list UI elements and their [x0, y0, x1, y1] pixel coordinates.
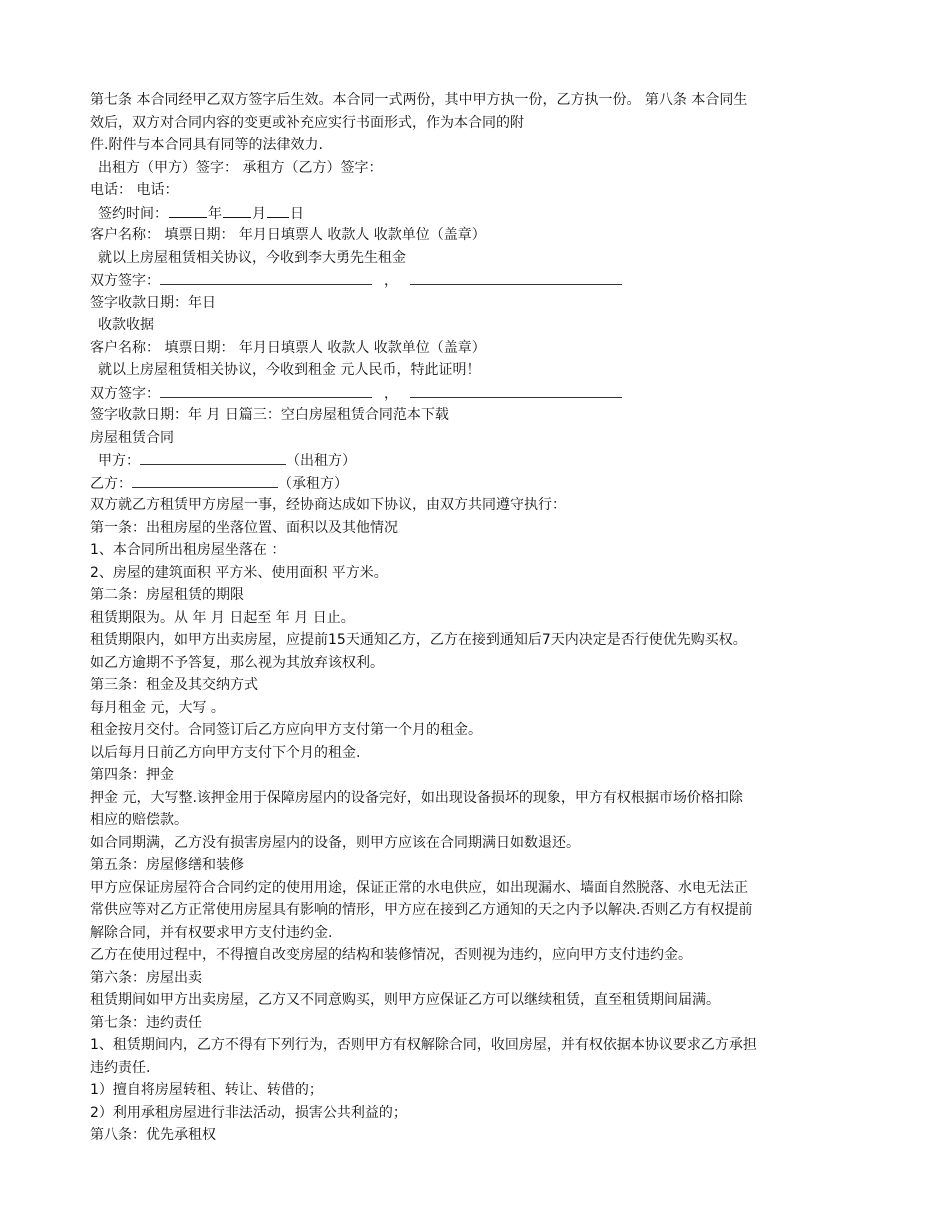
signing-date-line — [90, 202, 880, 225]
day-label: 日 — [290, 205, 304, 222]
clause-heading: 第一条：出租房屋的坐落位置、面积以及其他情况 — [90, 519, 398, 536]
signature-blank — [160, 382, 372, 398]
clause-heading: 第三条：租金及其交纳方式 — [90, 677, 258, 693]
separator: ， — [384, 385, 398, 402]
contract-title: 房屋租赁合同 — [90, 429, 174, 446]
month-label: 月 — [252, 205, 266, 222]
both-signature-label: 双方签字： — [90, 273, 160, 289]
receipt-header-line: 客户名称： 填票日期： 年月日填票人 收款人 收款单位（盖章） — [90, 339, 486, 356]
text-line: 签字收款日期：年 月 日篇三：空白房屋租赁合同范本下载 — [90, 407, 449, 423]
party-b-blank — [132, 472, 278, 488]
clause-heading: 第二条：房屋租赁的期限 — [90, 587, 244, 603]
text-line: 1、本合同所出租房屋坐落在 ： — [90, 542, 286, 558]
document-page — [90, 89, 880, 1147]
clause-heading: 第四条：押金 — [90, 767, 174, 783]
signature-blank — [410, 382, 622, 398]
text-line: 双方就乙方租赁甲方房屋一事，经协商达成如下协议，由双方共同遵守执行： — [90, 497, 566, 513]
both-signature-line — [90, 382, 880, 405]
list-item: 1）擅自将房屋转租、转让、转借的； — [90, 1082, 323, 1098]
clause-heading: 第六条：房屋出卖 — [90, 969, 202, 986]
text-line: 2、房屋的建筑面积 平方米、使用面积 平方米。 — [90, 564, 388, 581]
separator: ， — [384, 273, 398, 289]
party-b-label: 乙方： — [90, 475, 132, 492]
year-blank — [169, 202, 207, 218]
clause-heading: 第七条：违约责任 — [90, 1014, 202, 1031]
party-b-role: （承租方） — [278, 475, 348, 492]
text-line: 就以上房屋租赁相关协议，今收到李大勇先生租金 — [98, 249, 406, 266]
both-signature-line — [90, 269, 880, 292]
text-line: 签字收款日期：年日 — [90, 294, 216, 311]
month-blank — [223, 202, 251, 218]
signature-blank — [410, 269, 622, 285]
phone-line: 电话： 电话： — [90, 182, 179, 198]
text-line: 件.附件与本合同具有同等的法律效力. — [90, 137, 323, 153]
text-line: 每月租金 元，大写 。 — [90, 699, 225, 716]
party-b-line — [90, 472, 880, 495]
text-line: 相应的赔偿款。 — [90, 812, 188, 828]
list-item: 2）利用承租房屋进行非法活动，损害公共利益的； — [90, 1104, 407, 1121]
party-a-label: 甲方： — [98, 453, 140, 469]
party-a-blank — [140, 449, 286, 465]
text-line: 第七条 本合同经甲乙双方签字后生效。本合同一式两份，其中甲方执一份，乙方执一份。 第八条 本合同生 — [90, 92, 748, 108]
text-line: 甲方应保证房屋符合合同约定的使用用途，保证正常的水电供应，如出现漏水、墙面自然脱落、水电无法正 — [90, 879, 748, 896]
party-a-role: （出租方） — [286, 453, 356, 469]
clause-heading: 第八条：优先承租权 — [90, 1127, 216, 1143]
text-line: 租金按月交付。合同签订后乙方应向甲方支付第一个月的租金。 — [90, 722, 482, 738]
year-label: 年 — [208, 205, 222, 222]
signing-date-label: 签约时间： — [98, 205, 168, 222]
signature-line: 出租方（甲方）签字： 承租方（乙方）签字： — [98, 159, 383, 176]
party-a-line — [90, 449, 880, 472]
text-line: 1、租赁期间内，乙方不得有下列行为，否则甲方有权解除合同，收回房屋，并有权依据本协议要求乙方承担 — [90, 1037, 757, 1053]
text-line: 租赁期限为。从 年 月 日起至 年 月 日止。 — [90, 609, 355, 626]
text-line: 常供应等对乙方正常使用房屋具有影响的情形，甲方应在接到乙方通知的天之内予以解决.否则乙方有权提前 — [90, 902, 753, 918]
text-line: 违约责任. — [90, 1059, 151, 1076]
text-line: 押金 元，大写整.该押金用于保障房屋内的设备完好，如出现设备损坏的现象，甲方有权根据市场价格扣除 — [90, 789, 743, 806]
receipt-title: 收款收据 — [98, 317, 154, 333]
clause-heading: 第五条：房屋修缮和装修 — [90, 857, 244, 873]
text-line: 解除合同，并有权要求甲方支付违约金. — [90, 924, 333, 941]
text-line: 如乙方逾期不予答复，那么视为其放弃该权利。 — [90, 654, 384, 671]
both-signature-label: 双方签字： — [90, 385, 160, 402]
text-line: 就以上房屋租赁相关协议，今收到租金 元人民币，特此证明！ — [98, 362, 481, 378]
receipt-header-line: 客户名称： 填票日期： 年月日填票人 收款人 收款单位（盖章） — [90, 227, 486, 243]
day-blank — [267, 202, 289, 218]
signature-blank — [160, 269, 372, 285]
text-line: 效后，双方对合同内容的变更或补充应实行书面形式，作为本合同的附 — [90, 114, 524, 131]
text-line: 以后每月日前乙方向甲方支付下个月的租金. — [90, 744, 361, 761]
text-line: 租赁期间如甲方出卖房屋，乙方又不同意购买，则甲方应保证乙方可以继续租赁，直至租赁期间届满。 — [90, 992, 720, 1008]
text-line: 乙方在使用过程中，不得擅自改变房屋的结构和装修情况，否则视为违约，应向甲方支付违约金。 — [90, 947, 692, 963]
text-line: 如合同期满，乙方没有损害房屋内的设备，则甲方应该在合同期满日如数退还。 — [90, 834, 580, 851]
text-line: 租赁期限内，如甲方出卖房屋，应提前15天通知乙方，乙方在接到通知后7天内决定是否行使优先购买权。 — [90, 632, 747, 648]
